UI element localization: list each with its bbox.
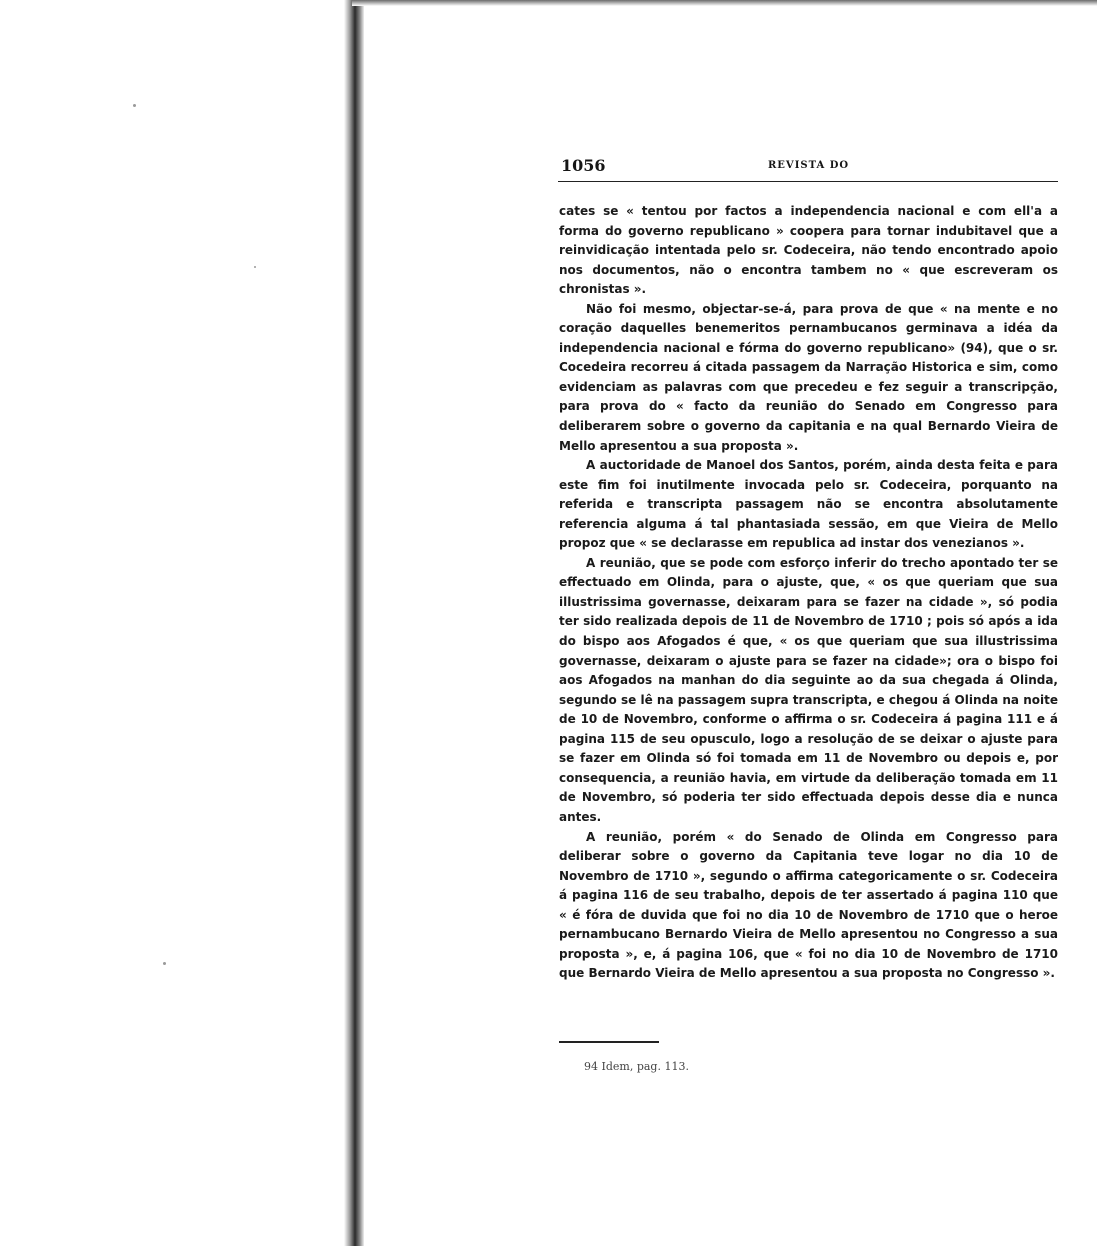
paragraph: cates se « tentou por factos a independencia nacional e com ell'a a forma do governo republicano » coopera para tornar indubitavel que a reinvidicação intentada pelo sr. Codeceira, não tendo encontrado apoio nos documentos, não o encontra tambem no « que escreveram os chronistas ». <box>559 204 1058 297</box>
footnote: 94 Idem, pag. 113. <box>584 1060 689 1073</box>
left-blank-page <box>0 0 352 1246</box>
paper-speck <box>133 104 136 107</box>
paragraph: Não foi mesmo, objectar-se-á, para prova de que « na mente e no coração daquelles benemeritos pernambucanos germinava a idéa da independencia nacional e fórma do governo republicano» (94), que o sr. Cocedeira recorreu á citada passagem da Narração Historica e sim, como evidenciam as palavras com que precedeu e fez seguir a transcripção, para prova do « facto da reunião do Senado em Congresso para deliberarem sobre o governo da capitania e na qual Bernardo Vieira de Mello apresentou a sua proposta ». <box>559 301 1058 453</box>
body-text <box>559 202 1058 984</box>
paper-speck <box>254 266 256 268</box>
running-head: REVISTA DO <box>768 160 850 171</box>
header-rule <box>558 181 1058 182</box>
paragraph: A auctoridade de Manoel dos Santos, porém, ainda desta feita e para este fim foi inutilmente invocada pelo sr. Codeceira, porquanto na referida e transcripta passagem não se encontra absolutamente referencia alguma á tal phantasiada sessão, em que Vieira de Mello propoz que « se declarasse em republica ad instar dos venezianos ». <box>559 458 1058 551</box>
book-gutter <box>344 0 364 1246</box>
page-number: 1056 <box>561 156 606 175</box>
page-top-shadow <box>352 0 1097 6</box>
paper-speck <box>163 962 166 965</box>
paragraph: A reunião, que se pode com esforço inferir do trecho apontado ter se effectuado em Olinda, para o ajuste, que, « os que queriam que sua illustrissima governasse, deixaram para se fazer na cidade », só podia ter sido realizada depois de 11 de Novembro de 1710 ; pois só após a ida do bispo aos Afogados é que, « os que queriam que sua illustrissima governasse, deixaram o ajuste para se fazer na cidade»; ora o bispo foi aos Afogados na manhan do dia seguinte ao da sua chegada á Olinda, segundo se lê na passagem supra transcripta, e chegou á Olinda na noite de 10 de Novembro, conforme o affirma o sr. Codeceira á pagina 111 e á pagina 115 de seu opusculo, logo a resolução de se deixar o ajuste para se fazer em Olinda só foi tomada em 11 de Novembro ou depois e, por consequencia, a reunião havia, em virtude da deliberação tomada em 11 de Novembro, só poderia ter sido effectuada depois desse dia e nunca antes. <box>559 555 1058 824</box>
footnote-rule <box>559 1041 659 1043</box>
paragraph: A reunião, porém « do Senado de Olinda em Congresso para deliberar sobre o governo da Capitania teve logar no dia 10 de Novembro de 1710 », segundo o affirma categoricamente o sr. Codeceira á pagina 116 de seu trabalho, depois de ter assertado á pagina 110 que « é fóra de duvida que foi no dia 10 de Novembro de 1710 que o heroe pernambucano Bernardo Vieira de Mello apresentou no Congresso a sua proposta », e, á pagina 106, que « foi no dia 10 de Novembro de 1710 que Bernardo Vieira de Mello apresentou a sua proposta no Congresso ». <box>559 829 1058 981</box>
